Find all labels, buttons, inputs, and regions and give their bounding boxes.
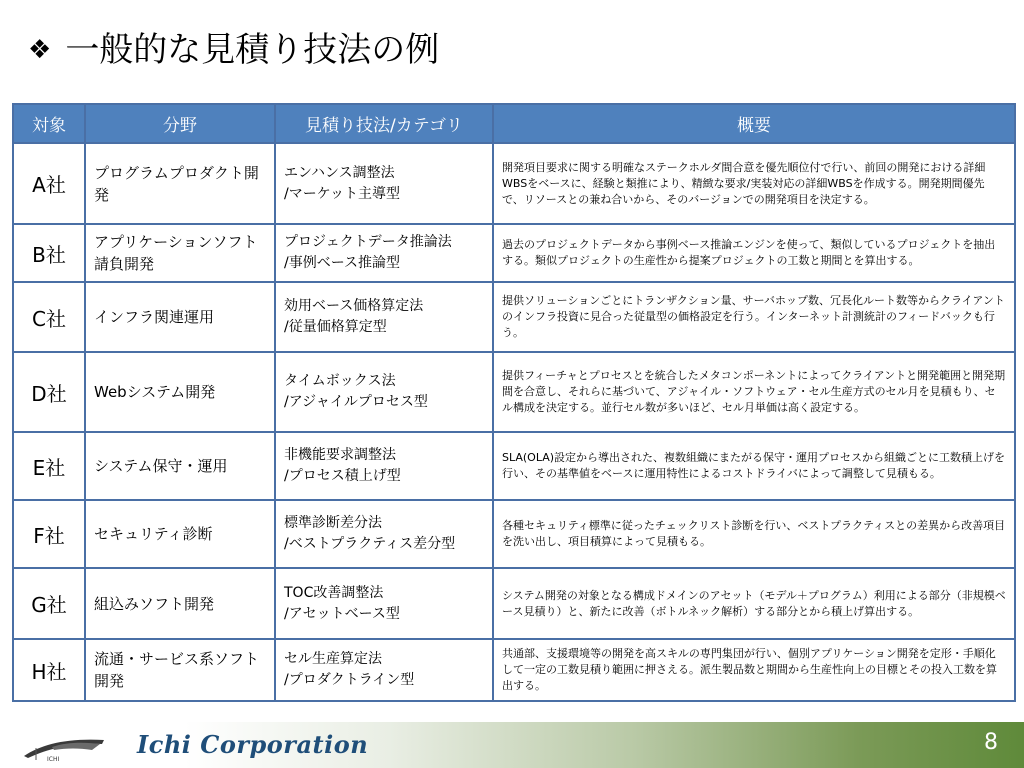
header-target: 対象 <box>13 104 85 143</box>
table-row <box>13 639 1015 701</box>
page-number: 8 <box>984 730 998 755</box>
field-cell: プログラムプロダクト開発 <box>85 143 275 224</box>
slide-title-row <box>28 28 439 72</box>
header-summary: 概要 <box>493 104 1015 143</box>
header-method: 見積り技法/カテゴリ <box>275 104 493 143</box>
logo-text: ICHI <box>47 756 60 763</box>
header-field: 分野 <box>85 104 275 143</box>
summary-cell: 開発項目要求に関する明確なステークホルダ間合意を優先順位付で行い、前回の開発における詳細WBSをベースに、経験と類推により、精緻な要求/実装対応の詳細WBSを作成する。開発期間優先で、リソースとの兼ね合いから、そのバージョンでの開発項目を決定する。 <box>493 143 1015 224</box>
field-cell: 組込みソフト開発 <box>85 568 275 639</box>
method-category: /マーケット主導型 <box>284 185 401 202</box>
method-cell <box>275 432 493 500</box>
table-row <box>13 282 1015 352</box>
method-category: /アジャイルプロセス型 <box>284 394 428 410</box>
method-name: 効用ベース価格算定法 <box>284 298 424 314</box>
summary-cell: 提供フィーチャとプロセスとを統合したメタコンポーネントによってクライアントと開発範囲と開発期間を合意し、それらに基づいて、アジャイル・ソフトウェア・セル生産方式のセル月を見積もり、セル構成を決定する。並行セル数が多いほど、セル月単価は高く設定する。 <box>493 352 1015 432</box>
table-row <box>13 432 1015 500</box>
field-cell: アプリケーションソフト請負開発 <box>85 224 275 282</box>
method-category: /プロセス積上げ型 <box>284 468 401 484</box>
company-name: Ichi Corporation <box>137 730 369 759</box>
summary-cell: SLA(OLA)設定から導出された、複数組織にまたがる保守・運用プロセスから組織ごとに工数積上げを行い、その基準値をベースに運用特性によるコストドライバによって調整して見積もる。 <box>493 432 1015 500</box>
company-cell: H社 <box>13 639 85 701</box>
company-cell: D社 <box>13 352 85 432</box>
method-category: /ベストプラクティス差分型 <box>284 536 456 552</box>
method-cell <box>275 143 493 224</box>
field-cell: システム保守・運用 <box>85 432 275 500</box>
method-name: エンハンス調整法 <box>284 164 395 181</box>
company-cell: F社 <box>13 500 85 568</box>
field-cell: インフラ関連運用 <box>85 282 275 352</box>
field-cell: 流通・サービス系ソフト開発 <box>85 639 275 701</box>
method-name: 標準診断差分法 <box>284 515 382 531</box>
method-category: /プロダクトライン型 <box>284 672 415 688</box>
method-category: /事例ベース推論型 <box>284 255 401 271</box>
summary-cell: 共通部、支援環境等の開発を高スキルの専門集団が行い、個別アプリケーション開発を定形・手順化して一定の工数見積り範囲に押さえる。派生製品数と期間から生産性向上の目標とその投入工数を算出する。 <box>493 639 1015 701</box>
company-cell: G社 <box>13 568 85 639</box>
method-cell <box>275 352 493 432</box>
method-name: プロジェクトデータ推論法 <box>284 234 452 250</box>
estimation-table <box>12 103 1016 702</box>
method-cell <box>275 282 493 352</box>
summary-cell: システム開発の対象となる構成ドメインのアセット（モデル＋プログラム）利用による部分（非規模ベース見積り）と、新たに改善（ボトルネック解析）する部分とから積上げ算出する。 <box>493 568 1015 639</box>
summary-cell: 各種セキュリティ標準に従ったチェックリスト診断を行い、ベストプラクティスとの差異から改善項目を洗い出し、項目積算によって見積もる。 <box>493 500 1015 568</box>
field-cell: Webシステム開発 <box>85 352 275 432</box>
table-row <box>13 568 1015 639</box>
method-name: セル生産算定法 <box>284 651 382 667</box>
table-row <box>13 500 1015 568</box>
company-cell: C社 <box>13 282 85 352</box>
table-row <box>13 224 1015 282</box>
method-name: タイムボックス法 <box>284 373 396 389</box>
method-cell <box>275 568 493 639</box>
summary-cell: 提供ソリューションごとにトランザクション量、サーバホップ数、冗長化ルート数等からクライアントのインフラ投資に見合った従量型の価格設定を行う。インターネット計測統計のフィードバックも行う。 <box>493 282 1015 352</box>
company-cell: A社 <box>13 143 85 224</box>
slide-title: 一般的な見積り技法の例 <box>65 30 440 70</box>
method-name: 非機能要求調整法 <box>284 447 396 463</box>
table-row <box>13 352 1015 432</box>
method-category: /アセットベース型 <box>284 605 400 622</box>
method-category: /従量価格算定型 <box>284 319 387 335</box>
field-cell: セキュリティ診断 <box>85 500 275 568</box>
method-cell <box>275 224 493 282</box>
method-cell <box>275 639 493 701</box>
summary-cell: 過去のプロジェクトデータから事例ベース推論エンジンを使って、類似しているプロジェクトを抽出する。類似プロジェクトの生産性から提案プロジェクトの工数と期間とを算出する。 <box>493 224 1015 282</box>
method-cell <box>275 500 493 568</box>
ichi-logo-icon <box>22 734 106 762</box>
company-cell: B社 <box>13 224 85 282</box>
diamond-bullet-icon: ❖ <box>28 35 52 65</box>
table-header-row <box>13 104 1015 143</box>
method-name: TOC改善調整法 <box>284 584 384 601</box>
table-row <box>13 143 1015 224</box>
company-cell: E社 <box>13 432 85 500</box>
